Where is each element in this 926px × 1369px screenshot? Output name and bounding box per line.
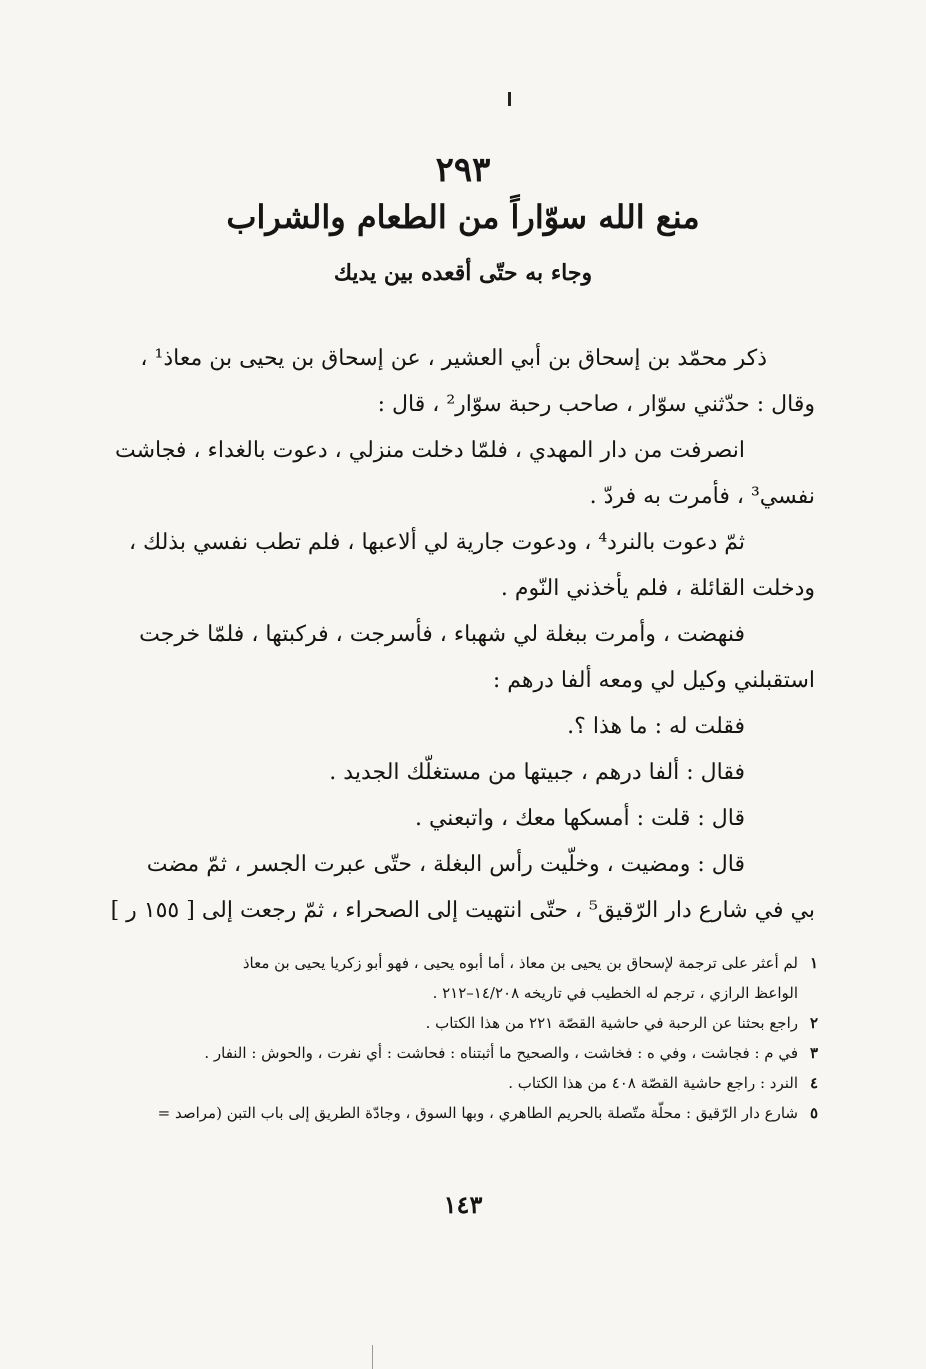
story-number: ٢٩٣ bbox=[435, 150, 491, 190]
footnote-text: لم أعثر على ترجمة لإسحاق بن يحيى بن معاذ ، أما أبوه يحيى ، فهو أبو زكريا يحيى بن معاذ bbox=[242, 954, 798, 972]
footnote-continuation: الواعظ الرازي ، ترجم له الخطيب في تاريخه ١٤/٢٠٨–٢١٢ . bbox=[432, 984, 798, 1002]
footnote-1 bbox=[150, 948, 830, 978]
footnote-number: ٣ bbox=[809, 1044, 819, 1062]
body-line: فقال : ألفا درهم ، جبيتها من مستغلّك الجديد . bbox=[329, 760, 745, 785]
page-edge-mark bbox=[372, 1345, 373, 1369]
body-line: ودخلت القائلة ، فلم يأخذني النّوم . bbox=[500, 576, 815, 601]
body-line: بي في شارع دار الرّقيق⁵ ، حتّى انتهيت إلى الصحراء ، ثمّ رجعت إلى [ ١٥٥ ر ] bbox=[110, 898, 815, 923]
footnote-text: راجع بحثنا عن الرحبة في حاشية القصّة ٢٢١ من هذا الكتاب . bbox=[425, 1014, 798, 1032]
body-line: استقبلني وكيل لي ومعه ألفا درهم : bbox=[492, 668, 815, 693]
story-subtitle: وجاء به حتّى أقعده بين يديك bbox=[333, 260, 593, 286]
footnote-3 bbox=[150, 1038, 830, 1068]
footnote-number: ١ bbox=[809, 954, 819, 972]
page-mark bbox=[508, 92, 511, 106]
body-line: ذكر محمّد بن إسحاق بن أبي العشير ، عن إسحاق بن يحيى بن معاذ¹ ، bbox=[140, 346, 767, 371]
footnote-2 bbox=[150, 1008, 830, 1038]
footnotes bbox=[150, 948, 830, 1128]
story-body bbox=[110, 336, 815, 934]
body-line: فقلت له : ما هذا ؟. bbox=[567, 714, 745, 739]
footnote-number: ٥ bbox=[809, 1104, 819, 1122]
story-title: منع الله سوّاراً من الطعام والشراب bbox=[226, 198, 700, 236]
footnote-5 bbox=[150, 1098, 830, 1128]
body-line: وقال : حدّثني سوّار ، صاحب رحبة سوّار² ، قال : bbox=[377, 392, 815, 417]
body-line: فنهضت ، وأمرت ببغلة لي شهباء ، فأسرجت ، فركبتها ، فلمّا خرجت bbox=[139, 622, 745, 647]
body-line: انصرفت من دار المهدي ، فلمّا دخلت منزلي ، دعوت بالغداء ، فجاشت bbox=[114, 438, 745, 463]
footnote-text: النرد : راجع حاشية القصّة ٤٠٨ من هذا الكتاب . bbox=[508, 1074, 798, 1092]
body-line: قال : ومضيت ، وخلّيت رأس البغلة ، حتّى عبرت الجسر ، ثمّ مضت bbox=[146, 852, 745, 877]
body-line: ثمّ دعوت بالنرد⁴ ، ودعوت جارية لي ألاعبها ، فلم تطب نفسي بذلك ، bbox=[128, 530, 745, 555]
body-line: قال : قلت : أمسكها معك ، واتبعني . bbox=[414, 806, 745, 831]
footnote-number: ٤ bbox=[809, 1074, 819, 1092]
body-line: نفسي³ ، فأمرت به فردّ . bbox=[589, 484, 815, 509]
footnote-text: في م : فجاشت ، وفي ه : فخاشت ، والصحيح ما أثبتناه : فحاشت : أي نفرت ، والحوش : النفار . bbox=[204, 1044, 798, 1062]
page-number: ١٤٣ bbox=[443, 1190, 483, 1219]
footnote-4 bbox=[150, 1068, 830, 1098]
footnote-text: شارع دار الرّقيق : محلّة متّصلة بالحريم الطاهري ، وبها السوق ، وجادّة الطريق إلى باب التبن (مراصد = bbox=[157, 1104, 798, 1122]
footnote-number: ٢ bbox=[809, 1014, 819, 1032]
